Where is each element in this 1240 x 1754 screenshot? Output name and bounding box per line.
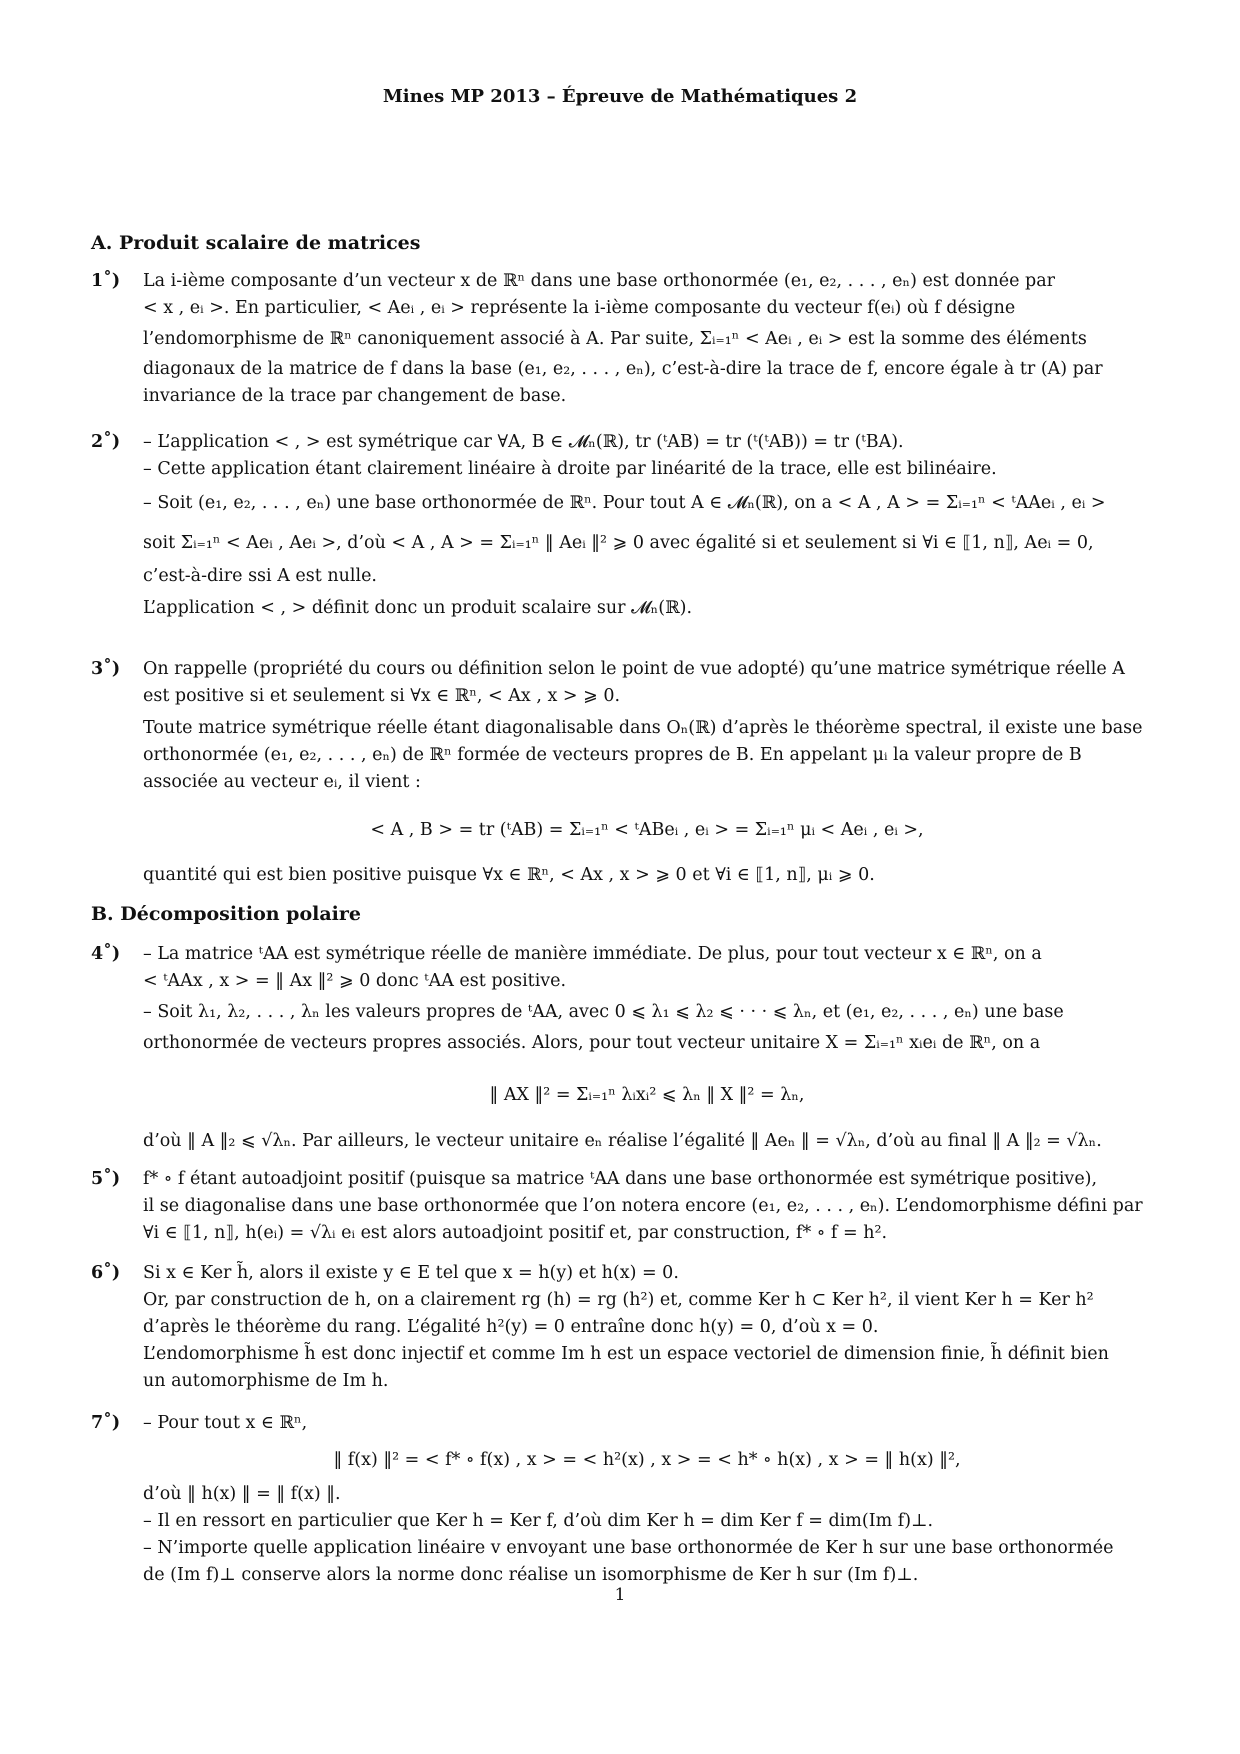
section-heading-b: B. Décomposition polaire [91, 903, 361, 925]
text-line: – N’importe quelle application linéaire v envoyant une base orthonormée de Ker h sur une base orthonormée [143, 1538, 1114, 1558]
text-line: est positive si et seulement si ∀x ∈ ℝⁿ, < Ax , x > ⩾ 0. [143, 686, 621, 706]
question-3 [91, 656, 1151, 889]
question-number: 7˚) [91, 1413, 121, 1433]
text-line: On rappelle (propriété du cours ou définition selon le point de vue adopté) qu’une matrice symétrique réelle A [143, 659, 1125, 679]
text-line: La i-ième composante d’un vecteur x de ℝⁿ dans une base orthonormée (e₁, e₂, . . . , eₙ) est donnée par [143, 271, 1055, 291]
question-number: 6˚) [91, 1263, 121, 1283]
display-equation: < A , B > = tr (ᵗAB) = Σᵢ₌₁ⁿ < ᵗABeᵢ , eᵢ > = Σᵢ₌₁ⁿ μᵢ < Aeᵢ , eᵢ >, [370, 820, 924, 840]
text-line: soit Σᵢ₌₁ⁿ < Aeᵢ , Aeᵢ >, d’où < A , A > = Σᵢ₌₁ⁿ ‖ Aeᵢ ‖² ⩾ 0 avec égalité si et seulement si ∀i ∈ ⟦1, n⟧, Aeᵢ = 0, [143, 533, 1094, 553]
text-line: Toute matrice symétrique réelle étant diagonalisable dans Oₙ(ℝ) d’après le théorème spectral, il existe une base [143, 718, 1143, 738]
question-7 [91, 1410, 1151, 1589]
text-line: c’est-à-dire ssi A est nulle. [143, 566, 377, 586]
text-line: – Soit (e₁, e₂, . . . , eₙ) une base orthonormée de ℝⁿ. Pour tout A ∈ 𝓜ₙ(ℝ), on a < A , A > = Σᵢ₌₁ⁿ < ᵗAAeᵢ , eᵢ > [143, 493, 1106, 513]
text-line: L’endomorphisme h̃ est donc injectif et comme Im h est un espace vectoriel de dimension finie, h̃ définit bien [143, 1344, 1109, 1364]
text-line: – Il en ressort en particulier que Ker h = Ker f, d’où dim Ker h = dim Ker f = dim(Im f)⊥. [143, 1511, 934, 1531]
text-line: < x , eᵢ >. En particulier, < Aeᵢ , eᵢ > représente la i-ième composante du vecteur f(eᵢ) où f désigne [143, 298, 1016, 318]
text-line: – Pour tout x ∈ ℝⁿ, [143, 1413, 308, 1433]
question-number: 1˚) [91, 271, 121, 291]
question-number: 3˚) [91, 659, 121, 679]
text-line: de (Im f)⊥ conserve alors la norme donc réalise un isomorphisme de Ker h sur (Im f)⊥. [143, 1565, 919, 1585]
text-line: l’endomorphisme de ℝⁿ canoniquement associé à A. Par suite, Σᵢ₌₁ⁿ < Aeᵢ , eᵢ > est la somme des éléments [143, 329, 1087, 349]
text-line: – La matrice ᵗAA est symétrique réelle de manière immédiate. De plus, pour tout vecteur x ∈ ℝⁿ, on a [143, 944, 1042, 964]
text-line: Si x ∈ Ker h̃, alors il existe y ∈ E tel que x = h(y) et h(x) = 0. [143, 1263, 679, 1283]
question-number: 4˚) [91, 944, 121, 964]
text-line: – Soit λ₁, λ₂, . . . , λₙ les valeurs propres de ᵗAA, avec 0 ⩽ λ₁ ⩽ λ₂ ⩽ · · · ⩽ λₙ, et (e₁, e₂, . . . , eₙ) une base [143, 1002, 1064, 1022]
page-title: Mines MP 2013 – Épreuve de Mathématiques 2 [382, 86, 858, 107]
text-line: orthonormée de vecteurs propres associés. Alors, pour tout vecteur unitaire X = Σᵢ₌₁ⁿ xᵢeᵢ de ℝⁿ, on a [143, 1033, 1041, 1053]
text-line: invariance de la trace par changement de base. [143, 386, 567, 406]
text-line: associée au vecteur eᵢ, il vient : [143, 772, 421, 792]
question-5 [91, 1166, 1151, 1247]
text-line: Or, par construction de h, on a clairement rg (h) = rg (h²) et, comme Ker h ⊂ Ker h², il vient Ker h = Ker h² [143, 1290, 1094, 1310]
question-number: 2˚) [91, 432, 121, 452]
text-line: quantité qui est bien positive puisque ∀x ∈ ℝⁿ, < Ax , x > ⩾ 0 et ∀i ∈ ⟦1, n⟧, μᵢ ⩾ 0. [143, 865, 875, 885]
text-line: un automorphisme de Im h. [143, 1371, 389, 1391]
text-line: – L’application < , > est symétrique car ∀A, B ∈ 𝓜ₙ(ℝ), tr (ᵗAB) = tr (ᵗ(ᵗAB)) = tr (ᵗBA). [143, 432, 904, 452]
text-line: il se diagonalise dans une base orthonormée que l’on notera encore (e₁, e₂, . . . , eₙ). L’endomorphisme défini par [143, 1196, 1143, 1216]
text-line: – Cette application étant clairement linéaire à droite par linéarité de la trace, elle est bilinéaire. [143, 459, 997, 479]
page-number: 1 [614, 1585, 626, 1605]
text-line: d’où ‖ h(x) ‖ = ‖ f(x) ‖. [143, 1484, 341, 1504]
text-line: d’après le théorème du rang. L’égalité h²(y) = 0 entraîne donc h(y) = 0, d’où x = 0. [143, 1317, 879, 1337]
text-line: L’application < , > définit donc un produit scalaire sur 𝓜ₙ(ℝ). [143, 598, 693, 618]
display-equation: ‖ AX ‖² = Σᵢ₌₁ⁿ λᵢxᵢ² ⩽ λₙ ‖ X ‖² = λₙ, [489, 1085, 805, 1105]
text-line: diagonaux de la matrice de f dans la base (e₁, e₂, . . . , eₙ), c’est-à-dire la trace de f, encore égale à tr (A) par [143, 359, 1103, 379]
text-line: ∀i ∈ ⟦1, n⟧, h(eᵢ) = √λᵢ eᵢ est alors autoadjoint positif et, par construction, f* ∘ f = h². [143, 1223, 888, 1243]
question-4 [91, 941, 1151, 1155]
text-line: d’où ‖ A ‖₂ ⩽ √λₙ. Par ailleurs, le vecteur unitaire eₙ réalise l’égalité ‖ Aeₙ ‖ = √λₙ, d’où au final ‖ A ‖₂ = √λₙ. [143, 1131, 1102, 1151]
question-number: 5˚) [91, 1169, 121, 1189]
text-line: orthonormée (e₁, e₂, . . . , eₙ) de ℝⁿ formée de vecteurs propres de B. En appelant μᵢ la valeur propre de B [143, 745, 1082, 765]
question-1 [91, 268, 1151, 410]
text-line: < ᵗAAx , x > = ‖ Ax ‖² ⩾ 0 donc ᵗAA est positive. [143, 971, 567, 991]
text-line: f* ∘ f étant autoadjoint positif (puisque sa matrice ᵗAA dans une base orthonormée est symétrique positive), [143, 1169, 1098, 1189]
section-heading-a: A. Produit scalaire de matrices [91, 232, 421, 254]
display-equation: ‖ f(x) ‖² = < f* ∘ f(x) , x > = < h²(x) , x > = < h* ∘ h(x) , x > = ‖ h(x) ‖², [333, 1450, 961, 1470]
question-6 [91, 1260, 1151, 1395]
question-2 [91, 429, 1151, 622]
